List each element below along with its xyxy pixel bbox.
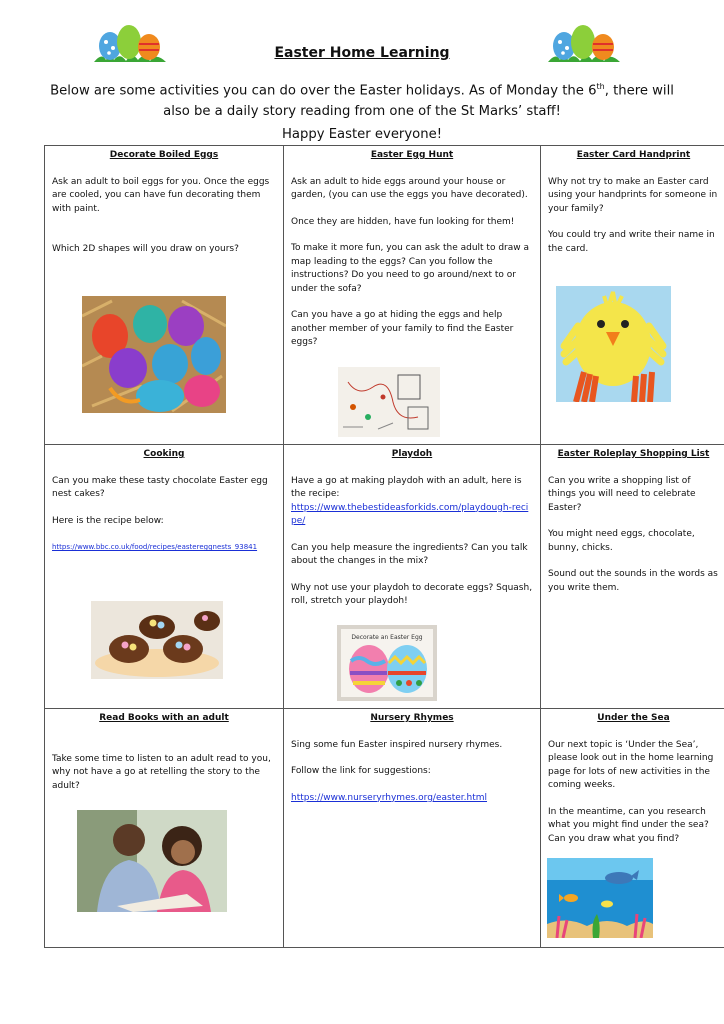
activity-cell-shopping-list xyxy=(541,445,724,709)
activity-cell-egg-hunt xyxy=(284,146,541,445)
activity-text: Can you make these tasty chocolate Easter egg nest cakes? xyxy=(52,475,268,499)
activities-grid xyxy=(44,145,724,948)
activity-text: You might need eggs, chocolate, bunny, chicks. xyxy=(548,529,695,553)
activity-text: Can you help measure the ingredients? Can you talk about the changes in the mix? xyxy=(291,542,528,566)
activity-text: Take some time to listen to an adult read to you, why not have a go at retelling the story to the adult? xyxy=(52,753,271,791)
activity-title: Read Books with an adult xyxy=(99,713,229,723)
activity-title: Decorate Boiled Eggs xyxy=(109,150,219,160)
intro-part-2: , there will also be a daily story reading from one of the St Marks’ staff! xyxy=(163,83,674,120)
treasure-map-drawing-image xyxy=(338,367,440,437)
activity-text: In the meantime, can you research what you might find under the sea? Can you draw what you find? xyxy=(548,806,709,844)
chocolate-nest-cakes-image xyxy=(91,601,223,679)
activity-cell-card-handprint xyxy=(541,146,724,445)
page-title: Easter Home Learning xyxy=(274,45,450,61)
nursery-rhymes-link[interactable]: https://www.nurseryrhymes.org/easter.html xyxy=(291,792,488,803)
activity-text: You could try and write their name in the card. xyxy=(548,230,715,254)
activity-text: Our next topic is ‘Under the Sea’, please look out in the home learning page for lots of new activities in the coming weeks. xyxy=(548,739,714,790)
activity-text: Why not use your playdoh to decorate eggs? Squash, roll, stretch your playdoh! xyxy=(291,582,533,606)
activity-cell-cooking xyxy=(45,445,284,709)
activity-text: Once they are hidden, have fun looking for them! xyxy=(291,216,515,227)
activity-text: To make it more fun, you can ask the adult to draw a map leading to the eggs? Can you follow the instructions? Do you need to go around/next to or under the sofa? xyxy=(291,243,529,294)
activity-text: Which 2D shapes will you draw on yours? xyxy=(52,244,239,254)
activity-cell-nursery-rhymes xyxy=(284,709,541,948)
activity-text: Sing some fun Easter inspired nursery rhymes. xyxy=(291,739,503,750)
activity-title: Easter Card Handprint xyxy=(576,150,691,160)
activity-text: Sound out the sounds in the words as you write them. xyxy=(548,569,718,593)
handprint-chick-card-image xyxy=(556,286,671,402)
playdoh-decorated-egg-image xyxy=(337,625,437,701)
activity-title: Cooking xyxy=(143,449,185,459)
activity-text: Can you write a shopping list of things you will need to celebrate Easter? xyxy=(548,475,696,513)
under-the-sea-scene-image xyxy=(547,858,653,938)
activity-text: Ask an adult to hide eggs around your house or garden, (you can use the eggs you have decorated). xyxy=(291,176,528,200)
activity-cell-under-the-sea xyxy=(541,709,724,948)
activity-title: Nursery Rhymes xyxy=(370,713,454,723)
recipe-link[interactable]: https://www.bbc.co.uk/food/recipes/eastereggnests_93841 xyxy=(52,543,258,551)
activity-text: Follow the link for suggestions: xyxy=(291,766,431,776)
playdoh-recipe-link[interactable]: https://www.thebestideasforkids.com/playdough-recipe/ xyxy=(291,502,529,526)
greeting-text: Happy Easter everyone! xyxy=(281,127,442,142)
activity-title: Easter Egg Hunt xyxy=(370,150,454,160)
activity-text: Ask an adult to boil eggs for you. Once the eggs are cooled, you can have fun decorating them with paint. xyxy=(52,176,270,214)
activity-title: Easter Roleplay Shopping List xyxy=(557,449,710,459)
intro-text xyxy=(44,76,680,122)
adult-reading-with-child-image xyxy=(77,810,227,912)
activity-cell-boiled-eggs xyxy=(45,146,284,445)
activity-title: Under the Sea xyxy=(597,713,670,723)
activity-text: Have a go at making playdoh with an adult, here is the recipe: xyxy=(291,475,522,499)
playdoh-sign-text: Decorate an Easter Egg xyxy=(351,634,423,641)
activity-cell-read-books xyxy=(45,709,284,948)
activity-cell-playdoh xyxy=(284,445,541,709)
activity-text: Why not try to make an Easter card using your handprints for someone in your family? xyxy=(548,176,718,214)
activity-text: Here is the recipe below: xyxy=(52,515,164,526)
activity-text: Can you have a go at hiding the eggs and help another member of your family to find the Easter eggs? xyxy=(291,310,514,347)
intro-superscript: th xyxy=(596,82,605,91)
painted-eggs-image xyxy=(82,296,226,413)
intro-part-1: Below are some activities you can do over the Easter holidays. As of Monday the 6 xyxy=(50,83,597,99)
activity-title: Playdoh xyxy=(391,449,433,459)
